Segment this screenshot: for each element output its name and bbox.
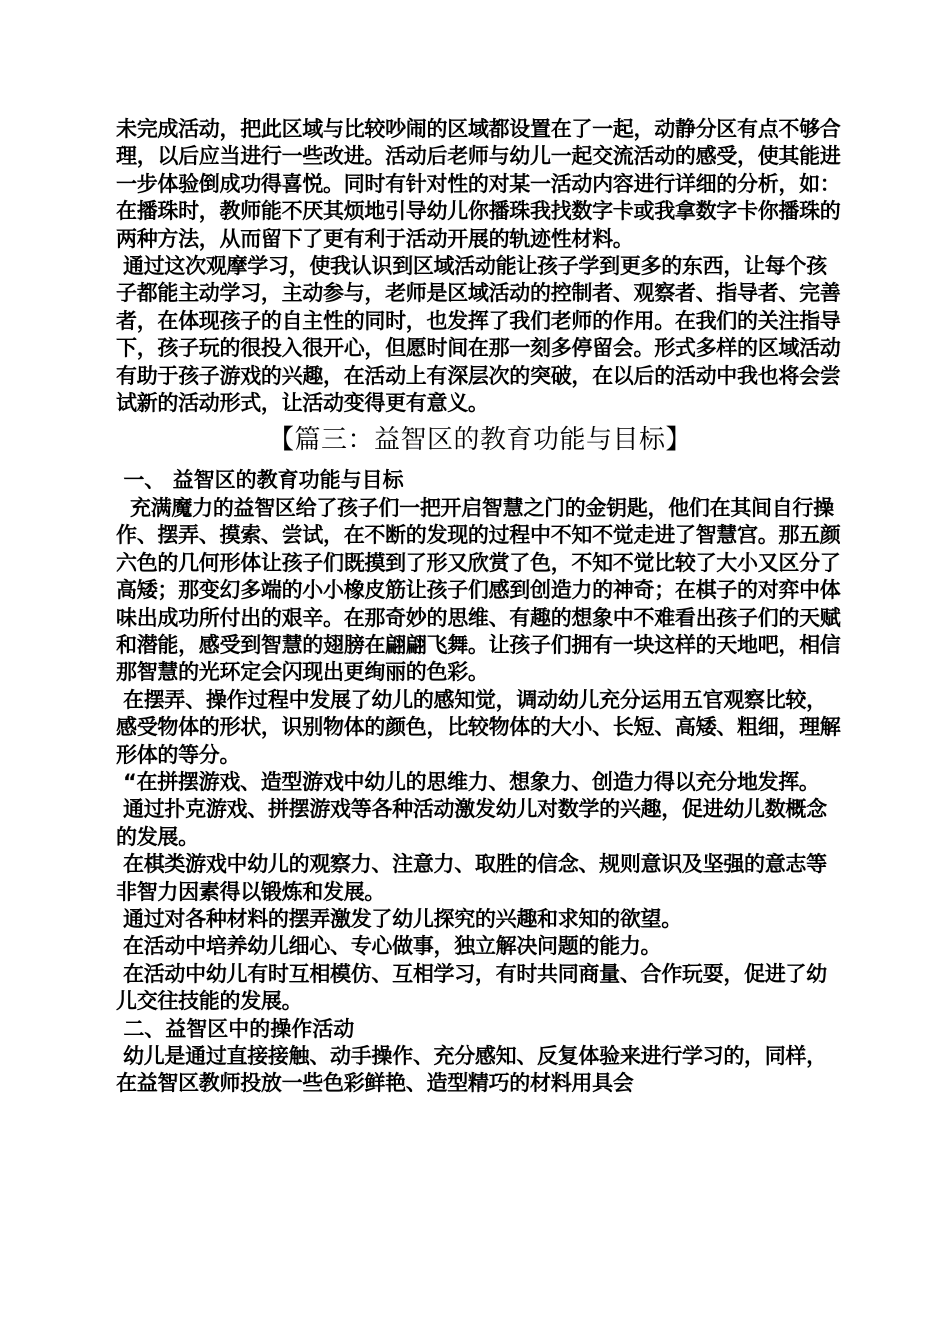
body-paragraph: 在摆弄、操作过程中发展了幼儿的感知觉，调动幼儿充分运用五官观察比较，感受物体的形状，识别物体的颜色，比较物体的大小、长短、高矮、粗细，理解形体的等分。 — [116, 687, 841, 767]
body-paragraph: 在棋类游戏中幼儿的观察力、注意力、取胜的信念、规则意识及坚强的意志等非智力因素得以锻炼和发展。 — [116, 852, 827, 904]
body-paragraph: 幼儿是通过直接接触、动手操作、充分感知、反复体验来进行学习的，同样，在益智区教师投放一些色彩鲜艳、造型精巧的材料用具会 — [116, 1044, 827, 1096]
body-paragraph: 在活动中幼儿有时互相模仿、互相学习，有时共同商量、合作玩耍，促进了幼儿交往技能的发展。 — [116, 961, 827, 1014]
body-paragraph: “在拼摆游戏、造型游戏中幼儿的思维力、想象力、创造力得以充分地发挥。 — [116, 769, 820, 794]
body-paragraph: 通过扑克游戏、拼摆游戏等各种活动激发幼儿对数学的兴趣，促进幼儿数概念的发展。 — [116, 797, 827, 849]
body-paragraph: 在活动中培养幼儿细心、专心做事，独立解决问题的能力。 — [116, 934, 662, 959]
body-paragraph: 通过这次观摩学习，使我认识到区域活动能让孩子学到更多的东西，让每个孩子都能主动学习，主动参与，老师是区域活动的控制者、观察者、指导者、完善者，在体现孩子的自主性的同时，也发挥了我们老师的作用。在我们的关注指导下，孩子玩的很投入很开心，但愿时间在那一刻多停留会。形式多样的区域活动有助于孩子游戏的兴趣，在活动上有深层次的突破，在以后的活动中我也将会尝试新的活动形式，让活动变得更有意义。 — [116, 254, 841, 416]
heading-education-function: 一、 益智区的教育功能与目标 — [116, 468, 404, 493]
document-page — [116, 116, 844, 1098]
body-paragraph: 充满魔力的益智区给了孩子们一把开启智慧之门的金钥匙，他们在其间自行操作、摆弄、摸索、尝试，在不断的发现的过程中不知不觉走进了智慧宫。那五颜六色的几何形体让孩子们既摸到了形又欣赏了色，不知不觉比较了大小又区分了高矮；那变幻多端的小小橡皮筋让孩子们感到创造力的神奇；在棋子的对弈中体味出成功所付出的艰辛。在那奇妙的思维、有趣的想象中不难看出孩子们的天赋和潜能，感受到智慧的翅膀在翩翩飞舞。让孩子们拥有一块这样的天地吧，相信那智慧的光环定会闪现出更绚丽的色彩。 — [116, 495, 841, 685]
body-paragraph: 未完成活动，把此区域与比较吵闹的区域都设置在了一起，动静分区有点不够合理，以后应当进行一些改进。活动后老师与幼儿一起交流活动的感受，使其能进一步体验倒成功得喜悦。同时有针对性的对某一活动内容进行详细的分析，如：在播珠时，教师能不厌其烦地引导幼儿你播珠我找数字卡或我拿数字卡你播珠的两种方法，从而留下了更有利于活动开展的轨迹性材料。 — [116, 117, 841, 251]
section-title: 【篇三：益智区的教育功能与目标】 — [267, 425, 692, 456]
body-paragraph: 通过对各种材料的摆弄激发了幼儿探究的兴趣和求知的欲望。 — [116, 906, 682, 931]
heading-operation-activities: 二、益智区中的操作活动 — [116, 1016, 355, 1041]
